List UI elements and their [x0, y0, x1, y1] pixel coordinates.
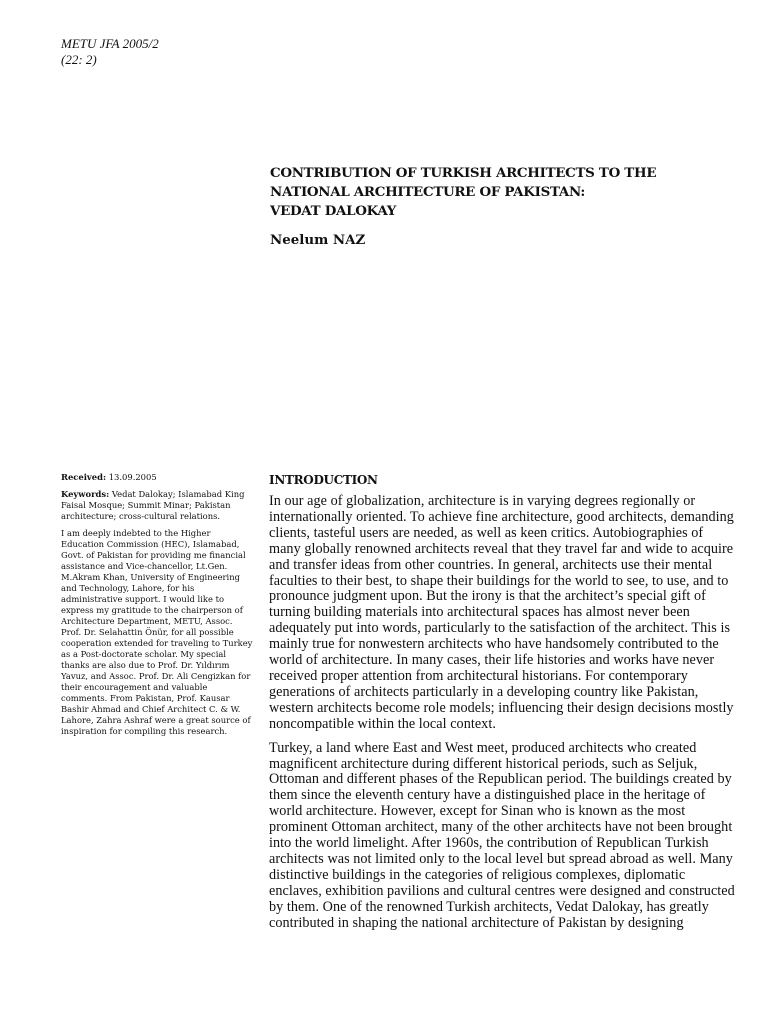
keywords-label: Keywords:: [61, 489, 110, 499]
received-date: 13.09.2005: [108, 472, 157, 482]
body-paragraph: Turkey, a land where East and West meet, produced architects who created magnificent architecture during different historical periods, such as Seljuk, Ottoman and different phases of the Republican period. The buildings created by them since the eleventh century have a distinguished place in the heritage of world architecture. However, except for Sinan who is known as the most prominent Ottoman architect, many of the other architects have not been brought into the world limelight. After 1960s, the contribution of Republican Turkish architects was not limited only to the local level but spread abroad as well. Many distinctive buildings in the categories of religious complexes, diplomatic enclaves, exhibition pavilions and cultural centres were designed and constructed by them. One of the renowned Turkish architects, Vedat Dalokay, has greatly contributed in shaping the national architecture of Pakistan by designing: [269, 739, 735, 931]
running-head: [61, 36, 159, 68]
title-block: [270, 164, 740, 249]
received-note: [61, 472, 253, 483]
title-line: CONTRIBUTION OF TURKISH ARCHITECTS TO THE: [270, 165, 657, 181]
sidebar-notes: [61, 472, 253, 743]
keywords-text: Vedat Dalokay; Islamabad King Faisal Mosque; Summit Minar; Pakistan architecture; cross-cultural relations.: [61, 489, 245, 521]
journal-citation: METU JFA 2005/2: [61, 36, 159, 51]
title-line: VEDAT DALOKAY: [270, 203, 397, 219]
keywords-note: [61, 489, 253, 522]
acknowledgement-note: I am deeply indebted to the Higher Education Commission (HEC), Islamabad, Govt. of Pakistan for providing me financial assistance and Vice-chancellor, Lt.Gen. M.Akram Khan, University of Engineering and Technology, Lahore, for his administrative support. I would like to express my gratitude to the chairperson of Architecture Department, METU, Assoc. Prof. Dr. Selahattin Önür, for all possible cooperation extended for traveling to Turkey as a Post-doctorate scholar. My special thanks are also due to Prof. Dr. Yıldırım Yavuz, and Assoc. Prof. Dr. Ali Cengizkan for their encouragement and valuable comments. From Pakistan, Prof. Kausar Bashir Ahmad and Chief Architect C. & W. Lahore, Zahra Ashraf were a great source of inspiration for compiling this research.: [61, 528, 253, 736]
body-paragraph: In our age of globalization, architecture is in varying degrees regionally or internationally oriented. To achieve fine architecture, good architects, demanding clients, tasteful users are needed, as well as keen critics. Autobiographies of many globally renowned architects reveal that they travel far and wide to acquire and transfer ideas from other countries. In general, architects use their mental faculties to their best, to shape their buildings for the world to see, to use, and to pronounce judgment upon. But the irony is that the architect’s special gift of turning building materials into architectural spaces has almost never been adequately put into words, particularly to the satisfaction of the architect. This is mainly true for nonwestern architects who have handsomely contributed to the world of architecture. In many cases, their life histories and works have never received proper attention from architectural historians. For contemporary generations of architects particularly in a developing country like Pakistan, western architects become role models; influencing their design decisions mostly noncompatible within the local context.: [269, 493, 734, 732]
article-title: [270, 164, 740, 221]
main-text: [269, 472, 735, 939]
title-line: NATIONAL ARCHITECTURE OF PAKISTAN:: [270, 184, 586, 200]
section-heading: INTRODUCTION: [269, 473, 378, 487]
received-label: Received:: [61, 472, 107, 482]
issue-number: (22: 2): [61, 52, 97, 67]
author-name: Neelum NAZ: [270, 232, 366, 248]
